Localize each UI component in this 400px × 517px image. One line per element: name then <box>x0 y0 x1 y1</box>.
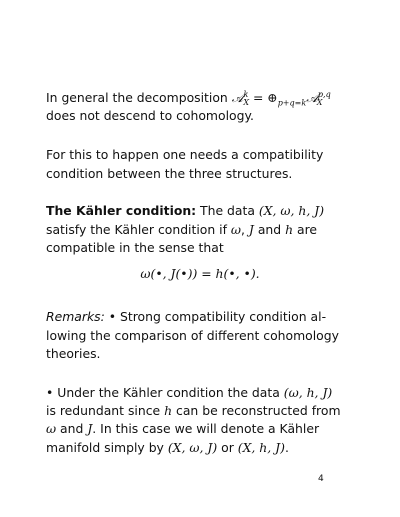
kahler-heading: The Kähler condition: <box>46 203 197 218</box>
decomposition-formula: 𝒜$^k_X$ = $\oplus_{p+q=k}𝒜^{p,q}_X$ <box>231 89 331 108</box>
compatibility-line-1: For this to happen one needs a compatibility <box>46 147 324 162</box>
kahler-line-3: compatible in the sense that <box>46 240 224 255</box>
remarks-line-3: theories. <box>46 346 101 361</box>
remarks-label: Remarks: <box>46 309 105 324</box>
decomposition-line <box>46 89 331 108</box>
kahler-line-2: satisfy the Kähler condition if ω, J and h are <box>46 222 318 237</box>
decomposition-line-2: does not descend to cohomology. <box>46 108 254 123</box>
compatibility-line-2: condition between the three structures. <box>46 166 293 181</box>
remarks-line-2: lowing the comparison of different cohomology <box>46 328 339 343</box>
redundancy-line-3: ω and J. In this case we will denote a Kähler <box>46 421 320 436</box>
remarks-line-1: Remarks: • Strong compatibility condition al- <box>46 309 327 324</box>
kahler-heading-line: The Kähler condition: The data (X, ω, h, J) <box>46 203 325 218</box>
redundancy-line-1: • Under the Kähler condition the data (ω, h, J) <box>46 385 333 400</box>
kahler-formula: ω(•, J(•)) = h(•, •). <box>140 266 260 281</box>
redundancy-line-2: is redundant since h can be reconstructed from <box>46 403 341 418</box>
page-number: 4 <box>318 474 324 484</box>
decomposition-text: In general the decomposition <box>46 90 232 105</box>
redundancy-line-4: manifold simply by (X, ω, J) or (X, h, J). <box>46 440 289 455</box>
